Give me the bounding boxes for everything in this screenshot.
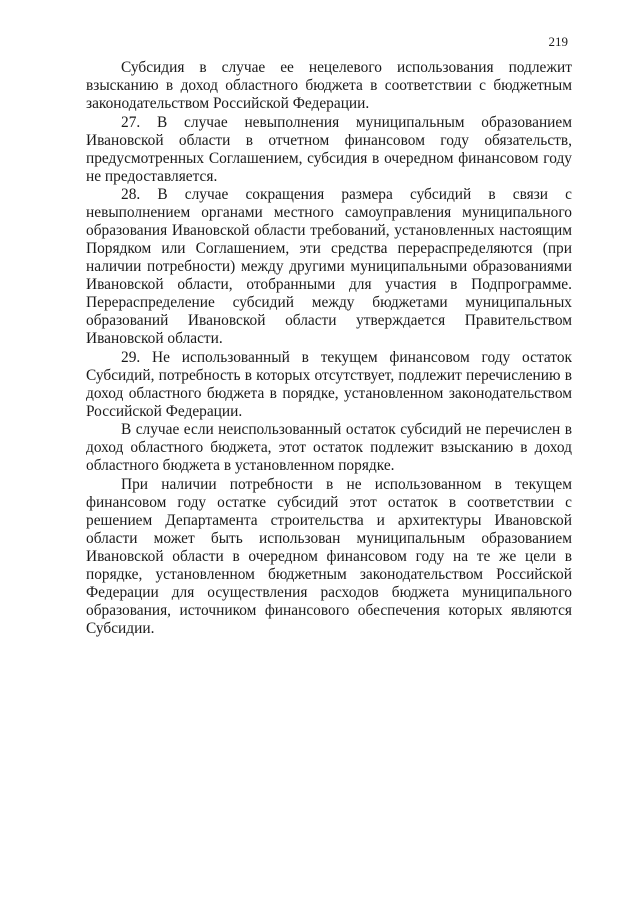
paragraph-27: 27. В случае невыполнения муниципальным образованием Ивановской области в отчетном финансовом году обязательств, предусмотренных Соглашением, субсидия в очередном финансовом году не предоставляется. xyxy=(86,113,572,185)
paragraph-misuse-recovery: Субсидия в случае ее нецелевого использования подлежит взысканию в доход областного бюджета в соответствии с бюджетным законодательством Российской Федерации. xyxy=(86,59,572,112)
paragraph-unremitted-balance: В случае если неиспользованный остаток субсидий не перечислен в доход областного бюджета, этот остаток подлежит взысканию в доход областного бюджета в установленном порядке. xyxy=(86,421,572,474)
page-number: 219 xyxy=(548,34,568,49)
paragraph-28: 28. В случае сокращения размера субсидий в связи с невыполнением органами местного самоуправления муниципального образования Ивановской области требований, установленных настоящим Порядком или Соглашением, эти средства перераспределяются (при наличии потребности) между другими муниципальными образованиями Ивановской области, отобранными для участия в Подпрограмме. Перераспределение субсидий между бюджетами муниципальных образований Ивановской области утверждается Правительством Ивановской области. xyxy=(86,186,572,347)
document-body xyxy=(86,59,572,638)
paragraph-balance-reuse: При наличии потребности в не использованном в текущем финансовом году остатке субсидий этот остаток в соответствии с решением Департамента строительства и архитектуры Ивановской области может быть использован муниципальным образованием Ивановской области в очередном финансовом году на те же цели в порядке, установленном бюджетным законодательством Российской Федерации для осуществления расходов бюджета муниципального образования, источником финансового обеспечения которых являются Субсидии. xyxy=(86,475,572,637)
paragraph-29: 29. Не использованный в текущем финансовом году остаток Субсидий, потребность в которых отсутствует, подлежит перечислению в доход областного бюджета в порядке, установленном законодательством Российской Федерации. xyxy=(86,348,572,420)
